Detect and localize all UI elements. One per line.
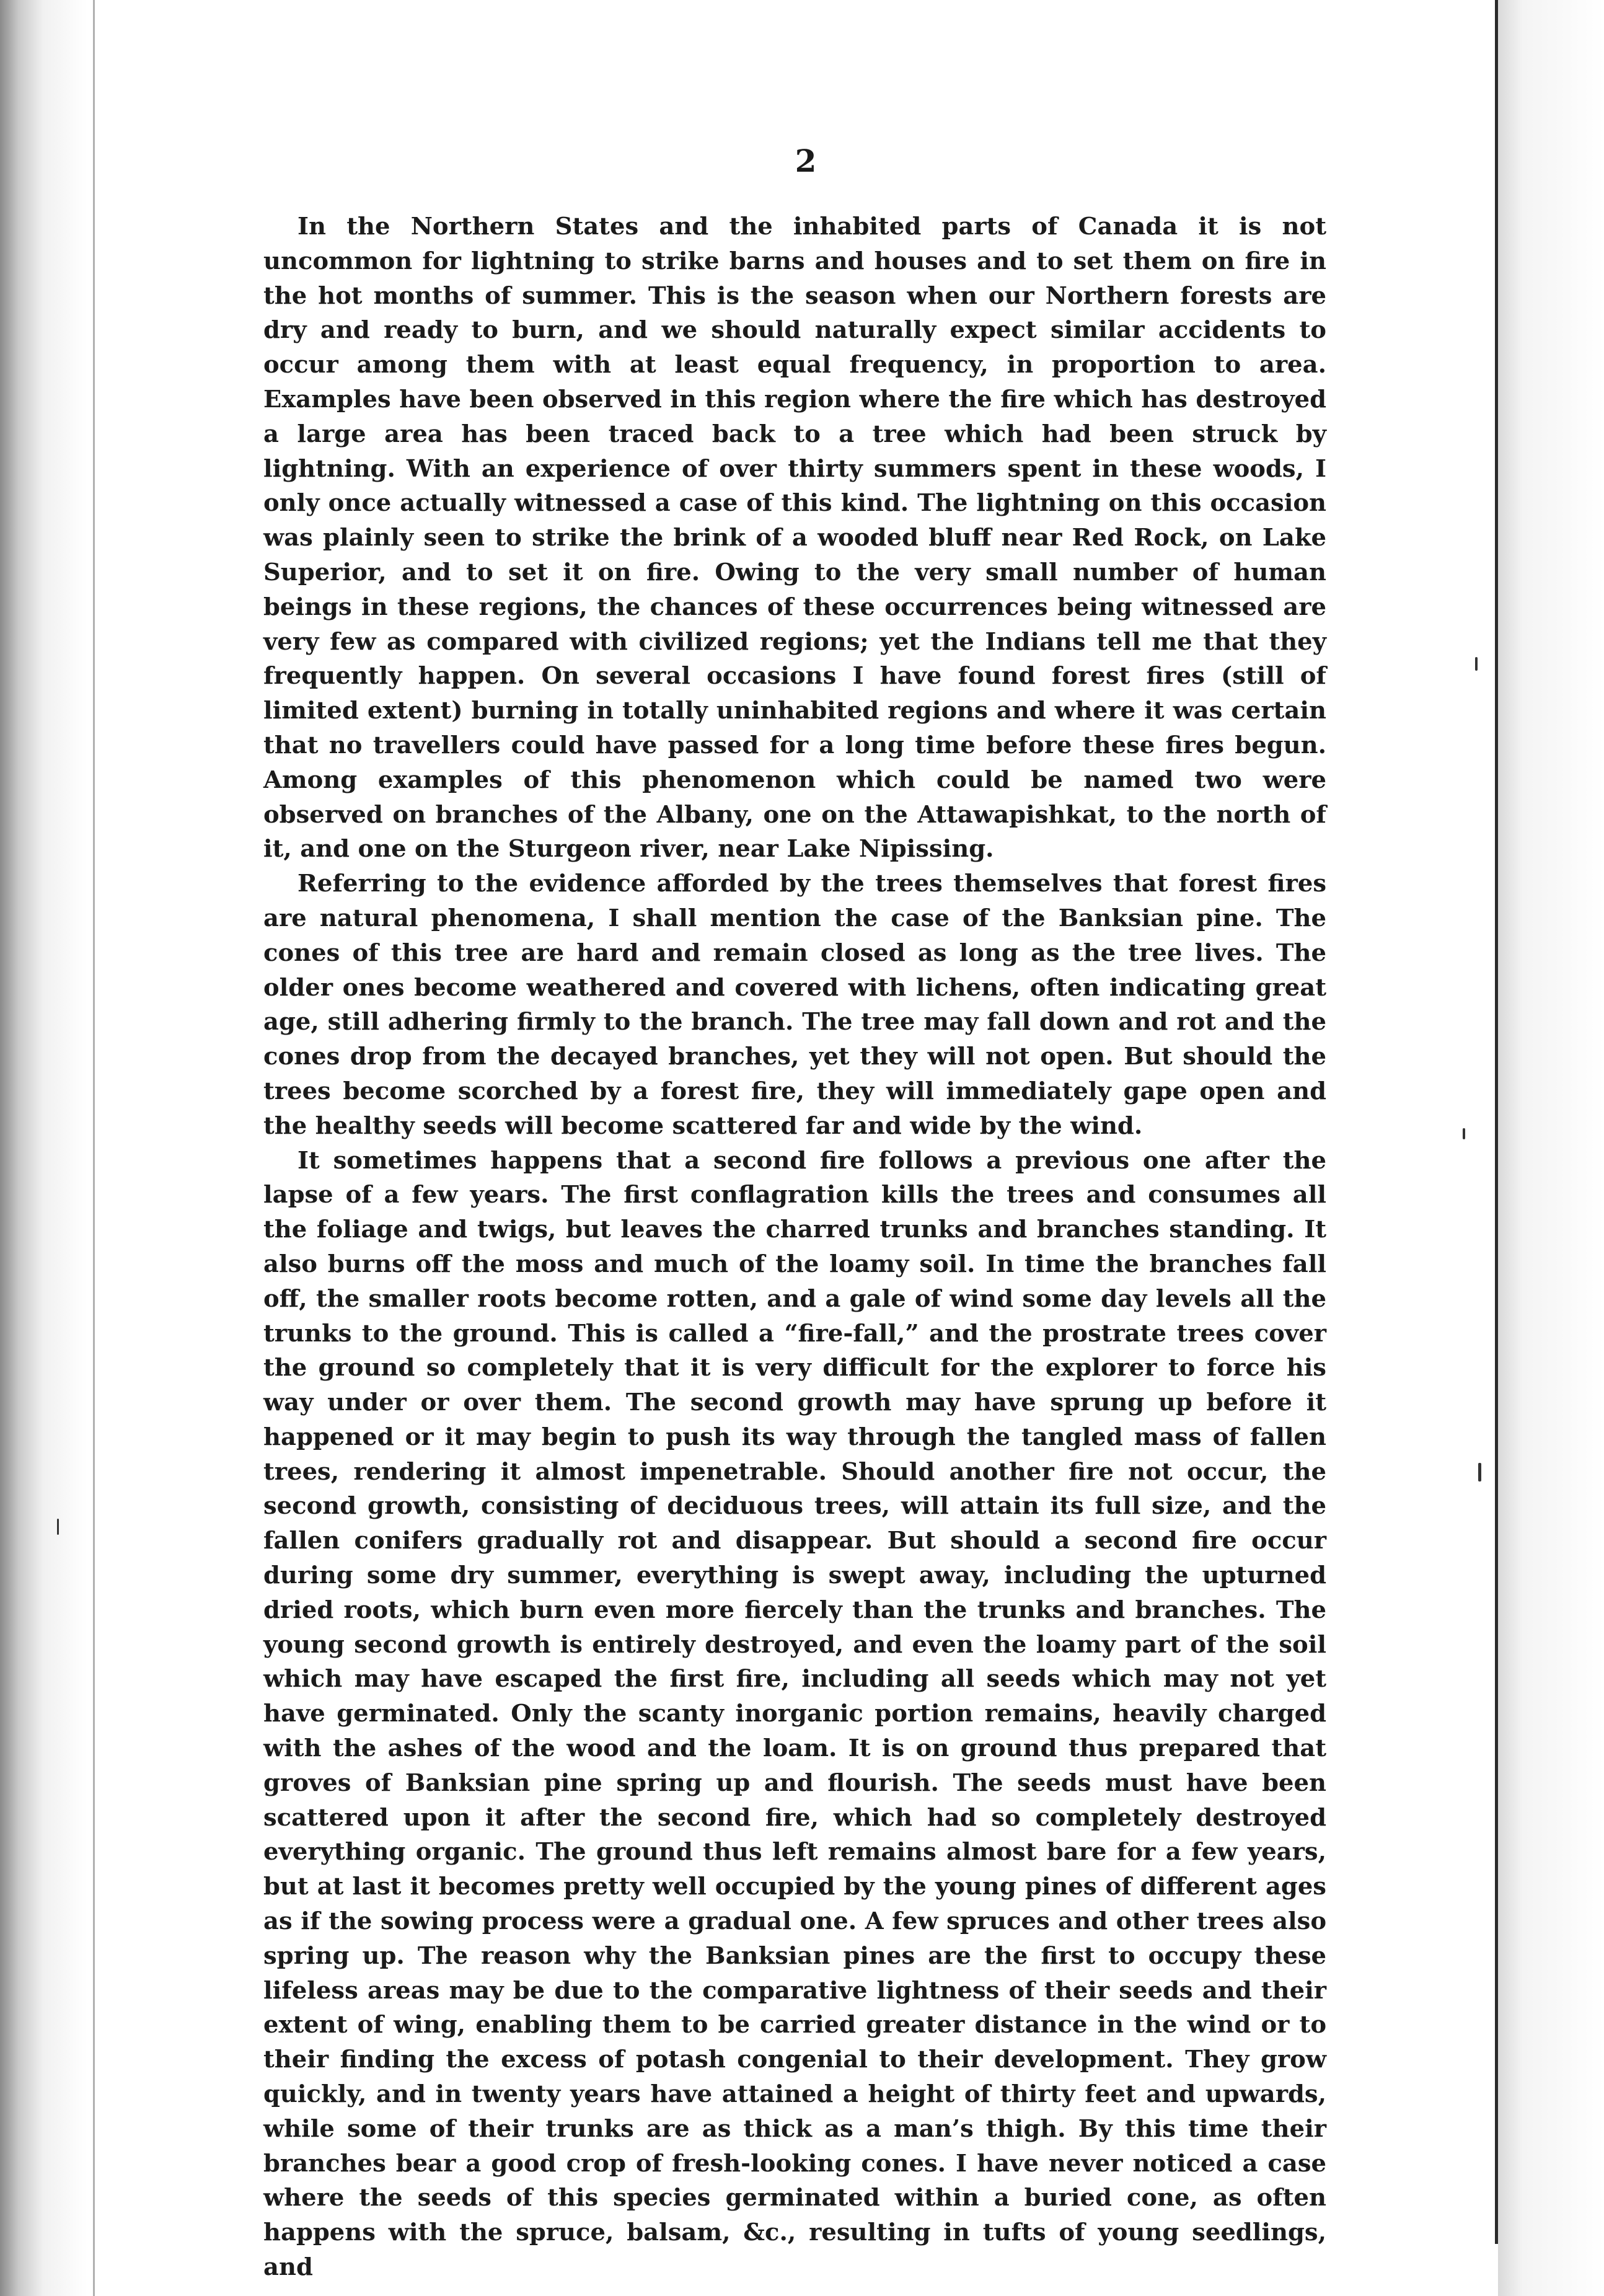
page-number: 2: [795, 143, 817, 179]
scan-speck: [57, 1519, 59, 1535]
body-text: [263, 210, 1326, 2285]
scan-right-margin-shade: [1498, 0, 1604, 2296]
paragraph-second-fire: It sometimes happens that a second fire follows a previous one after the lapse of a few years. The first conflagration kills the trees and consumes all the foliage and twigs, but leaves the charred trunks and branches standing. It also burns off the moss and much of the loamy soil. In time the branches fall off, the smaller roots become rotten, and a gale of wind some day levels all the trunks to the ground. This is called a “fire-fall,” and the prostrate trees cover the ground so completely that it is very difficult for the explorer to force his way under or over them. The second growth may have sprung up before it happened or it may begin to push its way through the tangled mass of fallen trees, rendering it almost impenetrable. Should another fire not occur, the second growth, consisting of deciduous trees, will attain its full size, and the fallen conifers gradually rot and disappear. But should a second fire occur during some dry summer, everything is swept away, including the upturned dried roots, which burn even more fiercely than the trunks and branches. The young second growth is entirely destroyed, and even the loamy part of the soil which may have escaped the first fire, including all seeds which may not yet have germinated. Only the scanty inorganic portion remains, heavily charged with the ashes of the wood and the loam. It is on ground thus prepared that groves of Banksian pine spring up and flourish. The seeds must have been scattered upon it after the second fire, which had so completely destroyed everything organic. The ground thus left remains almost bare for a few years, but at last it becomes pretty well occupied by the young pines of different ages as if the sowing process were a gradual one. A few spruces and other trees also spring up. The reason why the Banksian pines are the first to occupy these lifeless areas may be due to the comparative lightness of their seeds and their extent of wing, enabling them to be carried greater distance in the wind or to their finding the excess of potash congenial to their development. They grow quickly, and in twenty years have attained a height of thirty feet and upwards, while some of their trunks are as thick as a man’s thigh. By this time their branches bear a good crop of fresh-looking cones. I have never noticed a case where the seeds of this species germinated within a buried cone, as often happens with the spruce, balsam, &c., resulting in tufts of young seedlings, and: [263, 1146, 1326, 2282]
scan-left-border-line: [93, 0, 95, 2296]
scan-speck: [1475, 657, 1478, 671]
scan-speck: [1463, 1128, 1465, 1139]
scan-speck: [1478, 1463, 1481, 1481]
paragraph-banksian-pine-cones: Referring to the evidence afforded by the trees themselves that forest fires are natural phenomena, I shall mention the case of the Banksian pine. The cones of this tree are hard and remain closed as long as the tree lives. The older ones become weathered and covered with lichens, often indicating great age, still adhering firmly to the branch. The tree may fall down and rot and the cones drop from the decayed branches, yet they will not open. But should the trees become scorched by a forest fire, they will immediately gape open and the healthy seeds will become scattered far and wide by the wind.: [263, 870, 1326, 1140]
scan-left-margin-shadow: [0, 0, 87, 2296]
paragraph-lightning-fires: In the Northern States and the inhabited parts of Canada it is not uncommon for lightning to strike barns and houses and to set them on fire in the hot months of summer. This is the season when our Northern forests are dry and ready to burn, and we should naturally expect similar accidents to occur among them with at least equal frequency, in proportion to area. Examples have been observed in this region where the fire which has destroyed a large area has been traced back to a tree which had been struck by lightning. With an experience of over thirty summers spent in these woods, I only once actually witnessed a case of this kind. The lightning on this occasion was plainly seen to strike the brink of a wooded bluff near Red Rock, on Lake Superior, and to set it on fire. Owing to the very small number of human beings in these regions, the chances of these occurrences being witnessed are very few as compared with civilized regions; yet the Indians tell me that they frequently happen. On several occasions I have found forest fires (still of limited extent) burning in totally uninhabited regions and where it was certain that no travellers could have passed for a long time before these fires begun. Among examples of this phenomenon which could be named two were observed on branches of the Albany, one on the Attawapishkat, to the north of it, and one on the Sturgeon river, near Lake Nipissing.: [263, 213, 1326, 863]
